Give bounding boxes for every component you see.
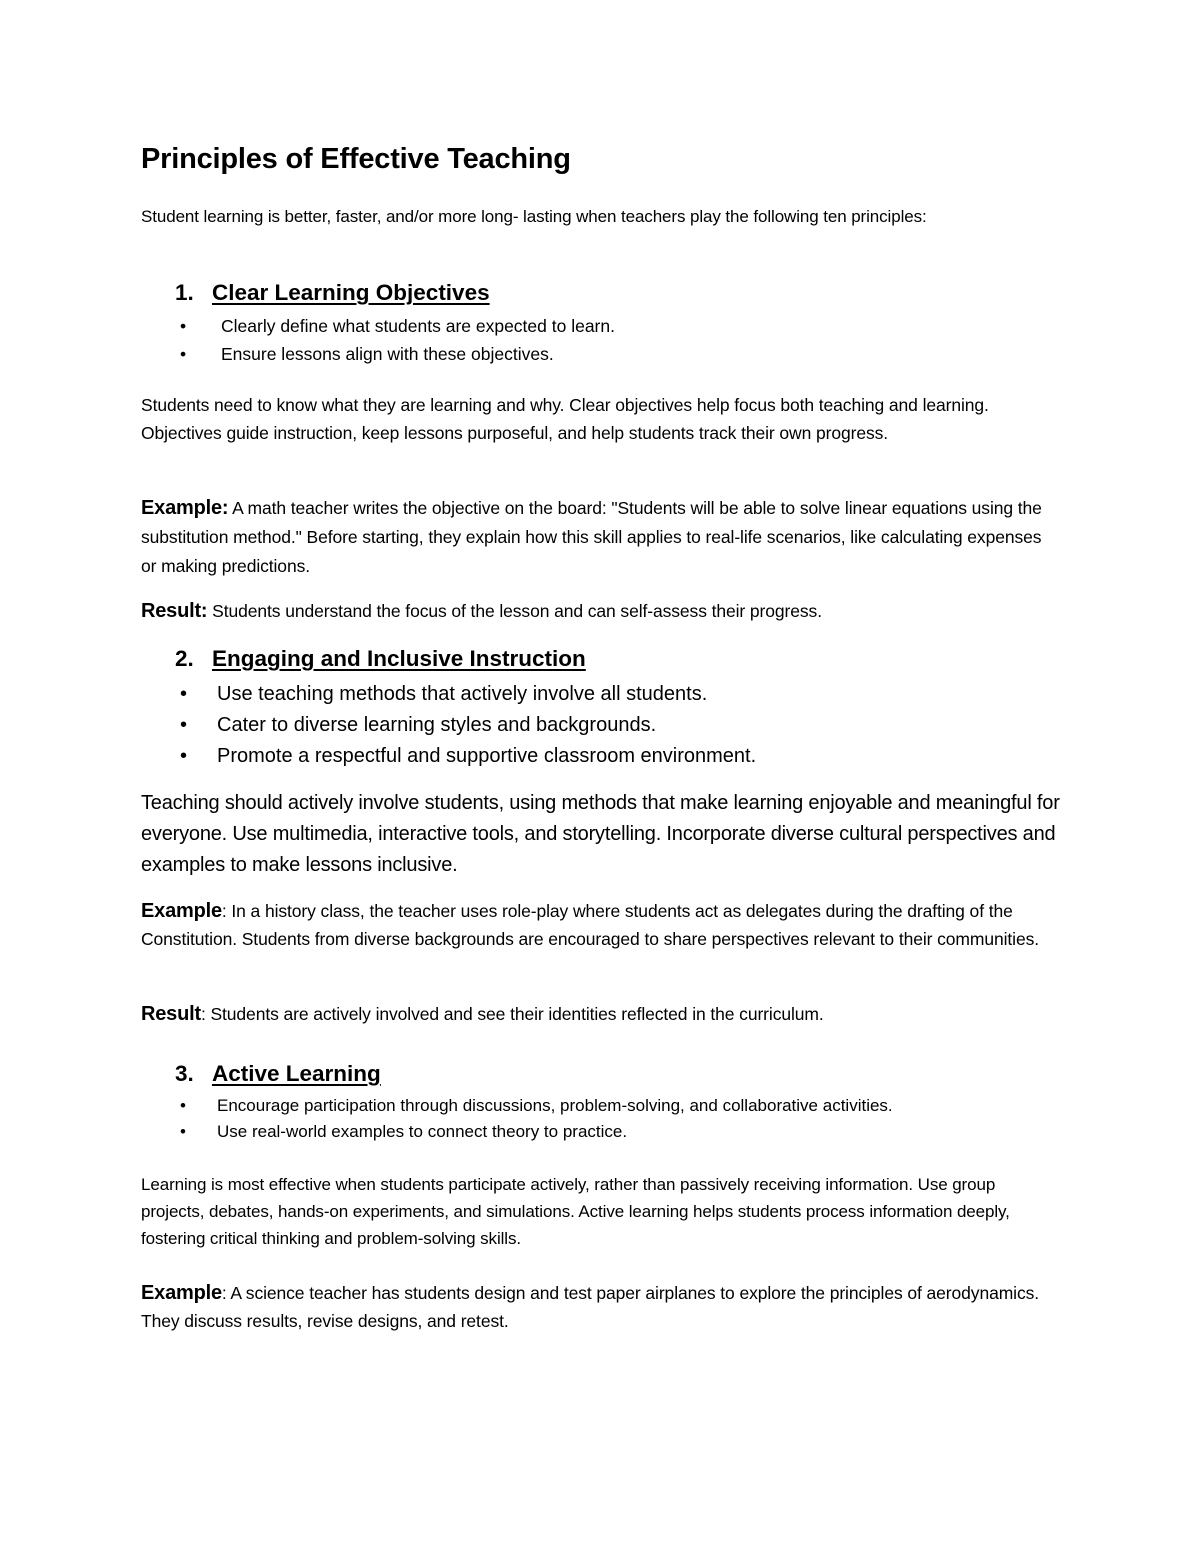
- example-text: A math teacher writes the objective on the board: "Students will be able to solve linear equations using the substitution method." Before starting, they explain how this skill applies to real-life scenarios, like calculating expenses or making predictions.: [141, 498, 1042, 576]
- section-2-body: Teaching should actively involve students, using methods that make learning enjoyable and meaningful for everyone. Use multimedia, interactive tools, and storytelling. Incorporate diverse cultural perspectives and examples to make lessons inclusive.: [141, 792, 1060, 876]
- example-label: Example:: [141, 497, 229, 519]
- section-3-number: 3.: [175, 1061, 194, 1086]
- result-label: Result:: [141, 600, 208, 622]
- section-2-result: [141, 1000, 1061, 1028]
- example-text: : In a history class, the teacher uses role-play where students act as delegates during the drafting of the Constitution. Students from diverse backgrounds are encouraged to share perspectives relevant to their communities.: [141, 901, 1040, 949]
- section-2-bullet-list: [175, 679, 1055, 772]
- bullet-icon: •: [180, 343, 187, 364]
- list-item: • Use teaching methods that actively involve all students.: [175, 679, 1055, 710]
- example-text: : A science teacher has students design and test paper airplanes to explore the principles of aerodynamics. They discuss results, revise designs, and retest.: [141, 1283, 1040, 1331]
- bullet-icon: •: [180, 714, 188, 736]
- section-1-number: 1.: [175, 280, 194, 305]
- example-label: Example: [141, 1282, 222, 1304]
- section-2-number: 2.: [175, 646, 194, 671]
- section-1-result: [141, 597, 1061, 625]
- section-1-title: Clear Learning Objectives: [212, 280, 490, 305]
- section-1-body: Students need to know what they are learning and why. Clear objectives help focus both teaching and learning. Objectives guide instruction, keep lessons purposeful, and help students track their own progress.: [141, 395, 989, 443]
- example-label: Example: [141, 900, 222, 922]
- bullet-icon: •: [180, 683, 188, 705]
- list-item: • Clearly define what students are expected to learn.: [175, 313, 1055, 341]
- section-1-heading: [175, 280, 490, 306]
- section-1-example: [141, 494, 1061, 581]
- section-3-bullet-list: [175, 1093, 1055, 1145]
- page-title: Principles of Effective Teaching: [141, 143, 571, 175]
- list-item: • Promote a respectful and supportive classroom environment.: [175, 741, 1055, 772]
- intro-paragraph: Student learning is better, faster, and/or more long- lasting when teachers play the following ten principles:: [141, 207, 927, 226]
- list-item: • Ensure lessons align with these objectives.: [175, 341, 1055, 369]
- result-label: Result: [141, 1003, 201, 1025]
- section-3-title: Active Learning: [212, 1061, 381, 1086]
- list-item: • Use real-world examples to connect theory to practice.: [175, 1119, 1055, 1145]
- section-3-heading: [175, 1061, 381, 1087]
- document-page: [141, 0, 1061, 1553]
- section-3-example: [141, 1279, 1061, 1335]
- section-2-example: [141, 897, 1061, 953]
- list-item: • Encourage participation through discussions, problem-solving, and collaborative activities.: [175, 1093, 1055, 1119]
- bullet-icon: •: [180, 1122, 186, 1141]
- result-text: : Students are actively involved and see their identities reflected in the curriculum.: [200, 1004, 824, 1024]
- section-2-heading: [175, 646, 586, 672]
- section-2-title: Engaging and Inclusive Instruction: [212, 646, 586, 671]
- section-3-body: Learning is most effective when students participate actively, rather than passively receiving information. Use group projects, debates, hands-on experiments, and simulations. Active learning helps students process information deeply, fostering critical thinking and problem-solving skills.: [141, 1175, 1010, 1248]
- result-text: Students understand the focus of the lesson and can self-assess their progress.: [207, 601, 822, 621]
- bullet-icon: •: [180, 745, 188, 767]
- bullet-icon: •: [180, 1096, 186, 1115]
- list-item: • Cater to diverse learning styles and backgrounds.: [175, 710, 1055, 741]
- section-1-bullet-list: [175, 313, 1055, 368]
- bullet-icon: •: [180, 316, 187, 336]
